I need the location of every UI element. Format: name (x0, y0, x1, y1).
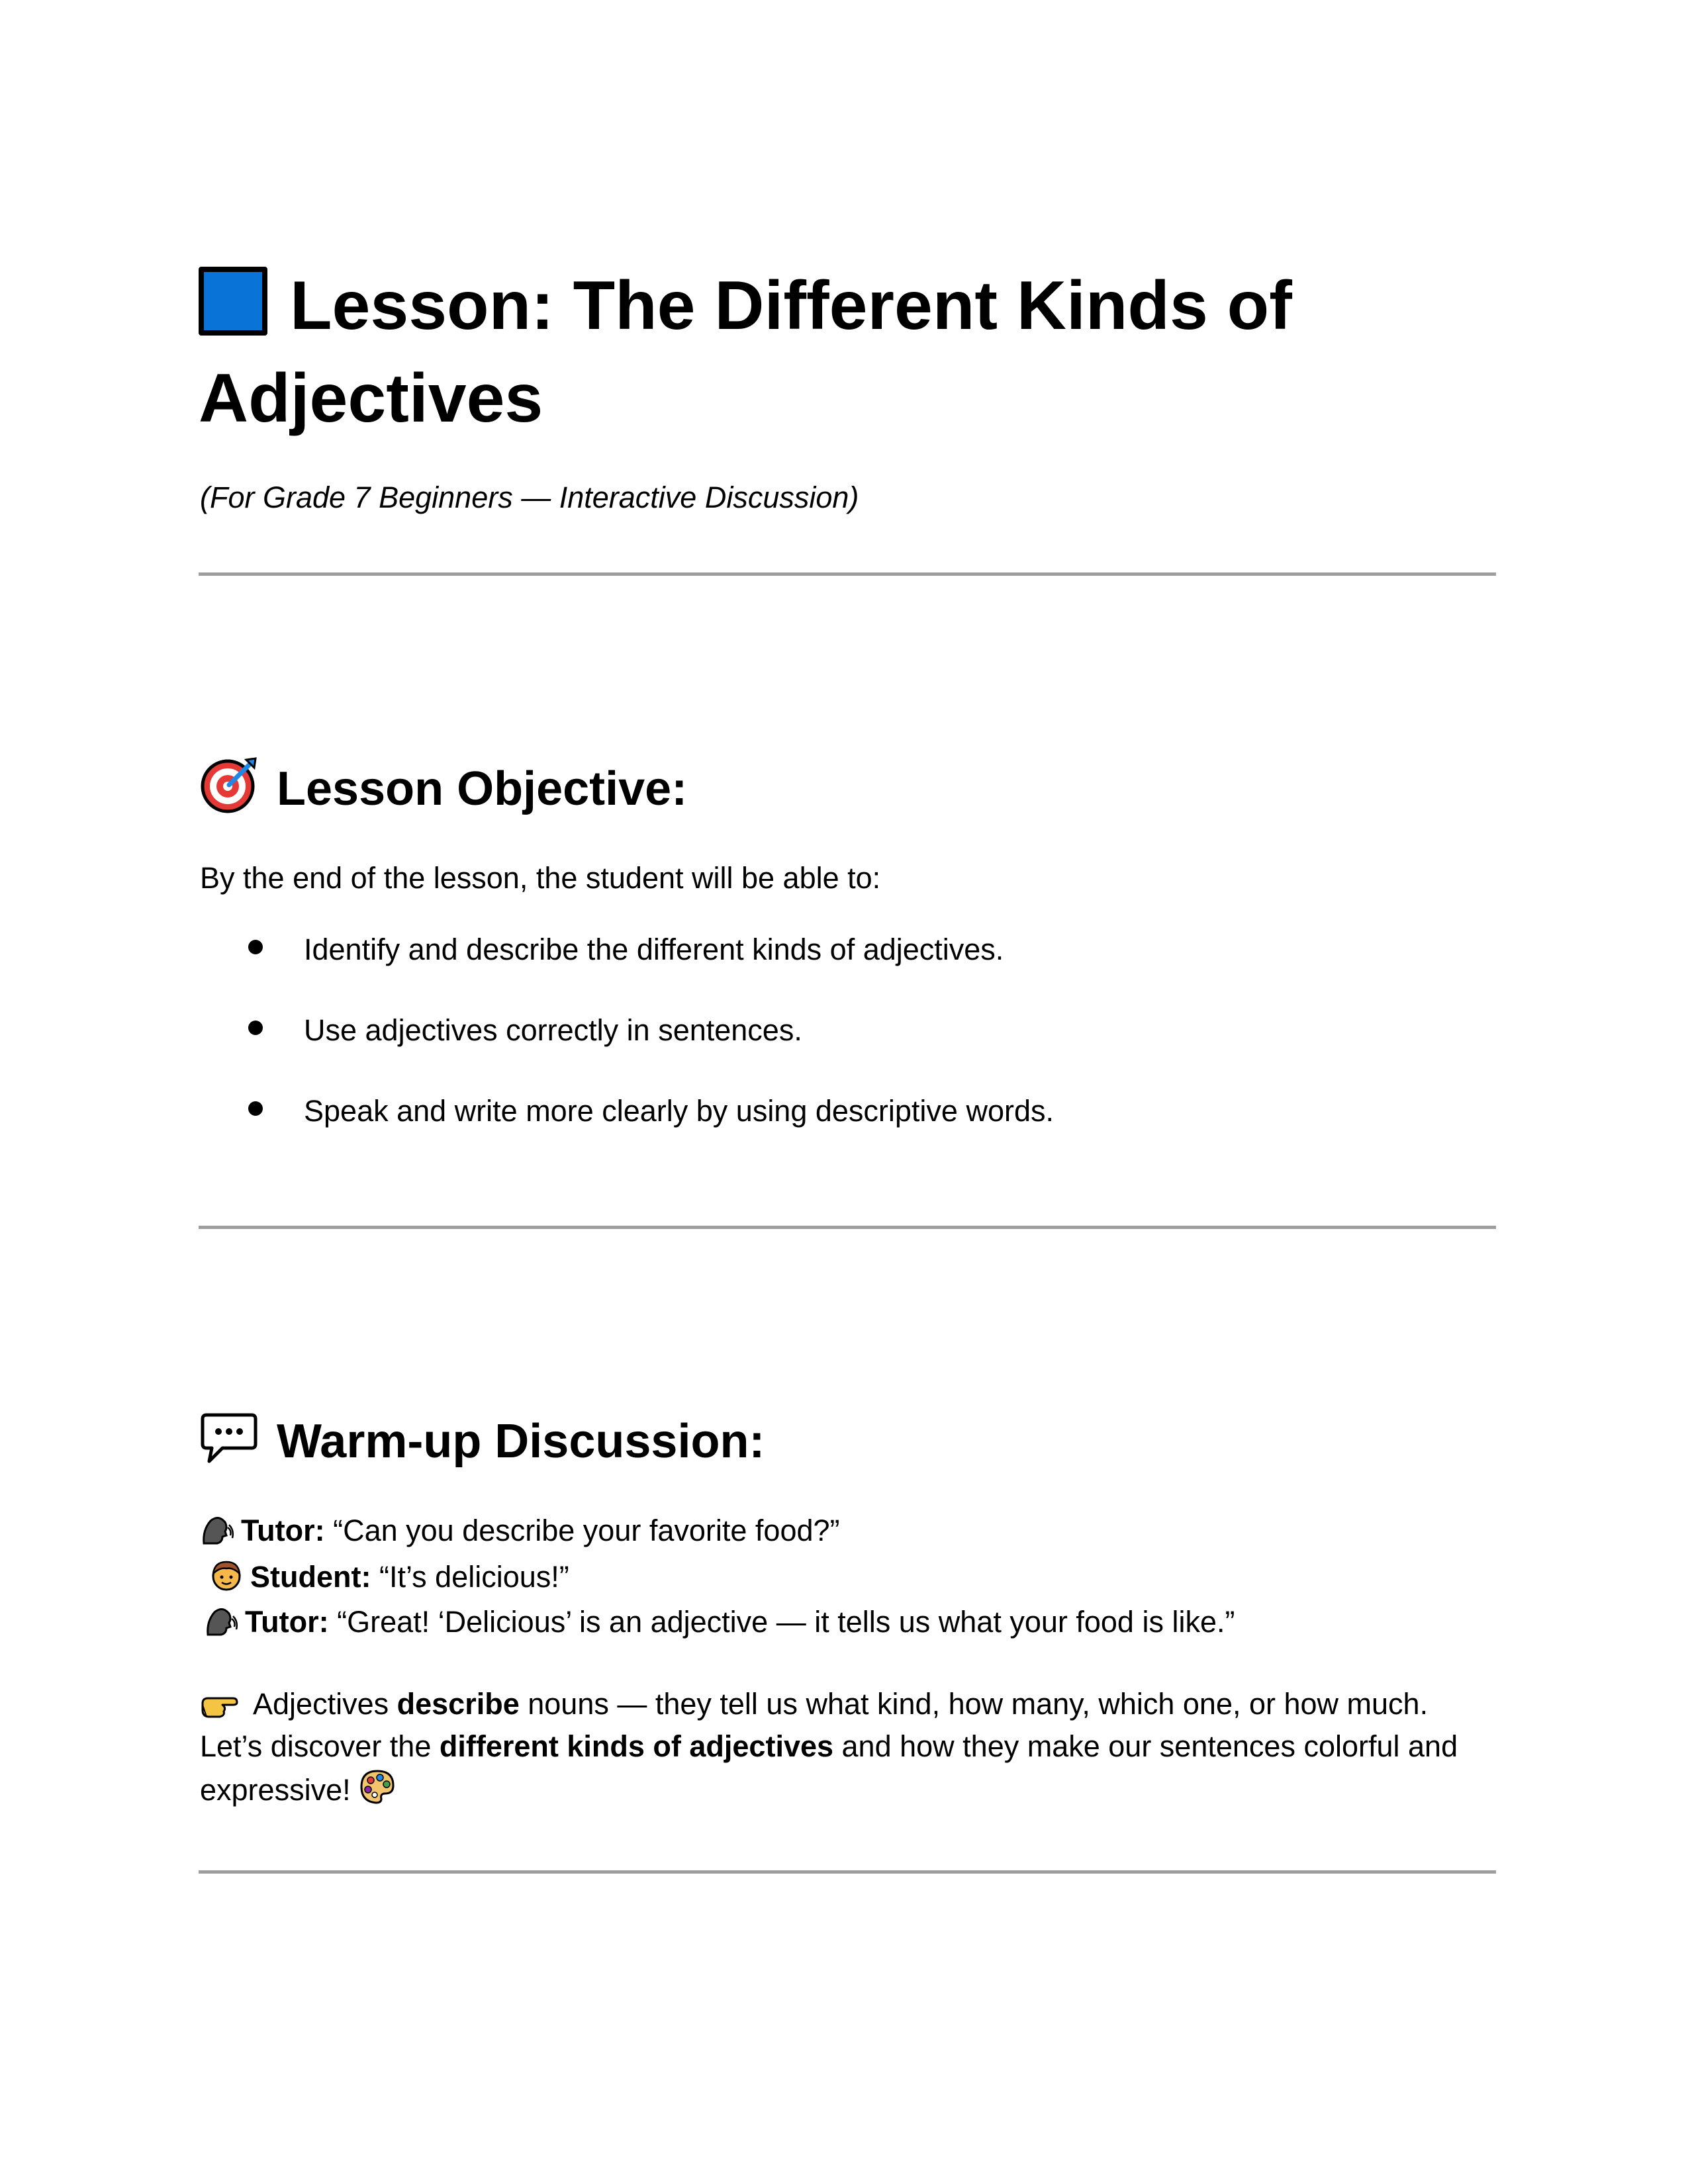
dialogue-line: Student: “It’s delicious!” (209, 1557, 569, 1598)
bullet-icon (248, 1101, 263, 1116)
student-icon (209, 1558, 244, 1592)
target-icon (200, 756, 258, 814)
warmup-heading (200, 1408, 765, 1475)
dialogue-line: Tutor: “Can you describe your favorite food?” (200, 1510, 840, 1551)
speaker-label: Tutor: (241, 1514, 325, 1547)
divider (199, 1226, 1496, 1229)
note-line-3: expressive! (200, 1768, 402, 1811)
list-item: Speak and write more clearly by using descriptive words. (248, 1091, 1054, 1132)
note-line-2: Let’s discover the different kinds of adjectives and how they make our sentences colorful and (200, 1729, 1458, 1763)
divider (199, 1870, 1496, 1874)
objective-intro: By the end of the lesson, the student will be able to: (200, 861, 881, 895)
page-title (199, 259, 1489, 445)
list-item: Use adjectives correctly in sentences. (248, 1010, 802, 1051)
subtitle: (For Grade 7 Beginners — Interactive Discussion) (200, 480, 859, 514)
bullet-icon (248, 1021, 263, 1035)
objective-heading-text: Lesson Objective: (277, 762, 688, 815)
speaker-label: Tutor: (245, 1605, 329, 1639)
note-line-1: Adjectives describe nouns — they tell us what kind, how many, which one, or how much. (200, 1684, 1428, 1725)
warmup-heading-text: Warm-up Discussion: (277, 1415, 765, 1468)
divider (199, 572, 1496, 576)
objective-heading (200, 756, 687, 822)
blue-square-icon (199, 267, 267, 336)
title-line-2: Adjectives (199, 360, 543, 437)
title-line-1: Lesson: The Different Kinds of (290, 267, 1292, 344)
dialogue-line: Tutor: “Great! ‘Delicious’ is an adjective — it tells us what your food is like.” (204, 1602, 1235, 1643)
speaker-label: Student: (250, 1560, 371, 1594)
speaking-head-icon (204, 1603, 238, 1637)
speech-bubble-icon (200, 1408, 258, 1467)
palette-icon (359, 1768, 396, 1805)
pointing-hand-icon (200, 1690, 240, 1719)
bullet-icon (248, 940, 263, 954)
speaking-head-icon (200, 1512, 234, 1546)
list-item: Identify and describe the different kinds of adjectives. (248, 929, 1004, 970)
